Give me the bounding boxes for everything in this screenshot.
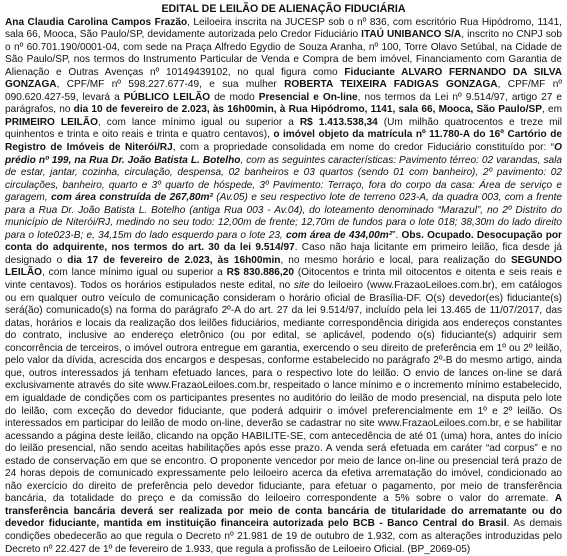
notice-text-segment: de modo [210,91,259,103]
notice-text-segment: , com as seguintes características: Pavimento térreo: 02 varandas, sala de estar, jantar, cozinha, circulação, despensa, 02 banheiros e 03 quartos (sendo 01 com banheiro), 2º pavimento: 02 circulações, banheiro, quarto e 3º quarto de hóspede, 3º Pavimento: Terraço, fora do corpo da casa: Área de serviço e garagem, [5,154,562,204]
notice-text-segment: . As demais condições obedecerão ao que regula o Decreto nº 21.981 de 19 de outubro de 1.932, com as alterações introduzidas pelo Decreto nº 22.427 de 1º de fevereiro de 1.933, que regula a profissão de Leiloeiro Oficial. (BP_2069-05) [5,518,562,555]
notice-text-segment: , com lance mínimo igual ou superior a [97,116,300,128]
notice-text-segment: ROBERTA TEIXEIRA FADIGAS GONZAGA [284,79,498,91]
notice-text-segment: Fiduciante ALVARO FERNANDO DA SILVA GONZAGA [5,66,562,91]
notice-text-segment: . Caso não haja licitante em primeiro leilão, fica desde já designado o [5,242,562,266]
notice-text-segment: , nos termos da Lei nº 9.514/97, artigo 27 e parágrafos, no [5,91,562,116]
notice-text-segment: do leiloeiro (www.FrazaoLeiloes.com.br), em catálogos ou em qualquer outro veículo de comunicação consideram o horário oficial de Brasília-DF. O(s) devedor(es) fiduciante(s) será(ão) comunicado(s) na forma do parágrafo 2º-A do art. 27 da lei 9.514/97, incluído pela lei 13.465 de 11/07/2017, das datas, horários e locais da realização dos leilões fiduciários, mediante correspondência dirigida aos endereços constantes do contrato, inclusive ao endereço eletrônico (ou por edital, se aplicável, podendo o(s) fiduciante(s) adquirir sem concorrência de terceiros, o imóvel outrora entregue em garantia, exercendo o seu direito de preferência em 1º ou 2º leilão, pelo valor da dívida, acrescida dos encargos e despesas, conforme estabelecido no parágrafo 2º-B do mesmo artigo, ainda que, outros interessados já tenham efetuado lances, para o respectivo lote do leilão. O envio de lances on-line se dará exclusivamente através do site www.FrazaoLeiloes.com.br, respeitado o lance mínimo e o incremento mínimo estabelecido, em igualdade de condições com os participantes presentes no auditório do leilão de modo presencial, na disputa pelo lote do leilão, com exceção do devedor fiduciante, que poderá adquirir o imóvel preferencialmente em 1º e 2º leilão. Os interessados em participar do leilão de modo on-line, deverão se cadastrar no site www.FrazaoLeiloes.com.br, e se habilitar acessando a página deste leilão, clicando na opção HABILITE-SE, com antecedência de até 01 (uma) hora, antes do início do leilão presencial, não sendo aceitas habilitações após esse prazo. A venda será efetuada em caráter “ad corpus” e no estado de conservação em que se encontro. O proponente vencedor por meio de lance on-line ou presencial terá prazo de 24 horas depois de comunicado expressamente pelo leiloeiro acerca da efetiva arrematação do imóvel, condicionado ao não exercício do direito de preferência pelo devedor fiduciante, para efetuar o pagamento, por meio de transferência bancária, da totalidade do preço e da comissão do leiloeiro correspondente a 5% sobre o valor do arremate. [5,280,562,505]
notice-text-segment: SEGUNDO LEILÃO [5,254,562,279]
notice-text-segment: PRIMEIRO LEILÃO [5,116,98,128]
notice-text-segment: , com a propriedade consolidada em nome do credor Fiduciário constituído por: “ [172,142,555,154]
notice-text-segment: dia 17 de fevereiro de 2.023, às 16h00min [67,254,281,266]
notice-text-segment: Obs. Ocupado. Desocupação por conta do adquirente, nos termos do art. 30 da lei 9.514/97 [5,229,562,254]
notice-text-segment: PÚBLICO LEILÃO [123,91,211,103]
notice-text-segment: , CPF/MF nº 598.227.677-49, e sua mulher [56,79,285,91]
notice-text-segment: com área construída de 267,80m² [51,192,213,204]
notice-text-segment: , em [541,104,562,116]
notice-title: EDITAL DE LEILÃO DE ALIENAÇÃO FIDUCIÁRIA [161,3,406,15]
notice-text-segment: , Leiloeira inscrita na JUCESP sob o nº 836, com escritório Rua Hipódromo, 1141, sala 66, Mooca, São Paulo/SP, devidamente autorizada pelo Credor Fiduciário [5,16,562,41]
notice-text-segment: (Oitocentos e trinta mil oitocentos e oitenta e seis reais e vinte centavos). Todos os horários estipulados neste edital, no [5,267,562,292]
notice-text-segment: , no mesmo horário e local, para realização do [280,254,511,266]
notice-text-segment: ITAÚ UNIBANCO S/A [361,29,462,41]
notice-text-segment: site [293,280,310,292]
notice-text-segment: (Um milhão quatrocentos e treze mil quinhentos e trinta e oito reais e trinta e quatro centavos), [5,116,562,141]
notice-text-segment: A transferência bancária deverá ser realizada por meio de conta bancária de titularidade do arrematante ou do devedor fiduciante, mantida em instituição financeira autorizada pelo BCB - Banco Central do Brasil [5,493,562,530]
notice-text-segment: ”. [392,229,402,241]
notice-text-segment: Presencial e On-line [258,91,358,103]
notice-text-segment: com área de 434,00m² [285,229,393,241]
notice-text-segment: R$ 1.413.538,34 [299,116,378,128]
notice-text-segment: (Av.05) e seu respectivo lote de terreno 023-A, da quadra 003, com a frente para a Rua Dr. João Batista L. Botelho (antiga Rua 003 - Av.04), do loteamento denominado “Marazul”, no 2º Distrito do município de Niterói/RJ, medindo no seu todo: 12,00m de frente; 12,70m de fundos para o lote 018; 38,30m do lado direito para o lote023-B; e, 34,15m do lado esquerdo para o lote 23, [5,192,562,241]
notice-text-segment: o imóvel objeto da matrícula nº 11.780-A do 16º Cartório de Registro de Imóveis de Niterói/RJ [5,129,562,154]
notice-text-segment: , com lance mínimo igual ou superior a [42,267,227,279]
notice-text-segment: R$ 830.886,20 [226,267,294,279]
notice-text-segment: dia 10 de fevereiro de 2.023, às 16h00min, à Rua Hipódromo, 1141, sala 66, Mooca, São Paulo/SP [73,104,542,116]
notice-text-segment: , CPF/MF nº 090.620.427-59, levará a [5,79,563,103]
notice-body [5,17,562,556]
notice-text-segment: , inscrito no CNPJ sob o nº 60.701.190/0001-04, com sede na Praça Alfredo Egydio de Souza Aranha, nº 100, Torre Olavo Setúbal, na Cidade de São Paulo/SP, nos termos do Instrumento Particular de Venda e Compra de bem imóvel, Financiamento com Garantia de Alienação e Outras Avenças nº 10149439102, no qual figura como [5,29,562,78]
notice-text-segment: Ana Claudia Carolina Campos Frazão [5,16,188,28]
notice-text-segment: O prédio nº 199, na Rua Dr. João Batista L. Botelho [5,142,563,166]
